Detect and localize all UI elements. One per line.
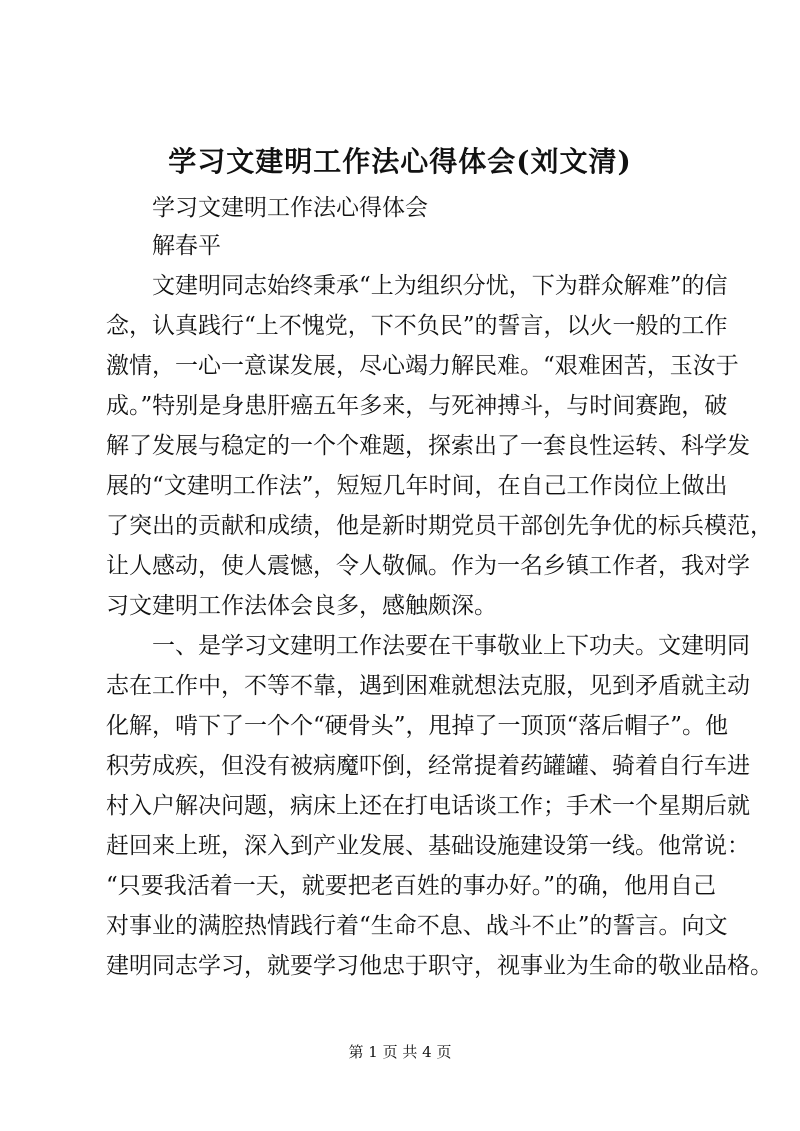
paragraph-line: 一、是学习文建明工作法要在干事敬业上下功夫。文建明同 — [152, 633, 750, 659]
paragraph-line: 激情，一心一意谋发展，尽心竭力解民难。“艰难困苦，玉汝于 — [106, 353, 739, 379]
paragraph-line: 积劳成疾，但没有被病魔吓倒，经常提着药罐罐、骑着自行车进 — [106, 753, 750, 779]
author-name: 解春平 — [152, 233, 221, 259]
paragraph-line: 解了发展与稳定的一个个难题，探索出了一套良性运转、科学发 — [106, 433, 750, 459]
document-title: 学习文建明工作法心得体会(刘文清) — [168, 145, 632, 178]
paragraph-line: 成。”特别是身患肝癌五年多来，与死神搏斗，与时间赛跑，破 — [106, 393, 728, 419]
paragraph-line: 志在工作中，不等不靠，遇到困难就想法克服，见到矛盾就主动 — [106, 673, 750, 699]
document-subtitle: 学习文建明工作法心得体会 — [152, 195, 428, 221]
paragraph-line: “只要我活着一天，就要把老百姓的事办好。”的确，他用自己 — [106, 873, 717, 899]
paragraph-line: 让人感动，使人震憾，令人敬佩。作为一名乡镇工作者，我对学 — [106, 553, 750, 579]
paragraph-line: 文建明同志始终秉承“上为组织分忧，下为群众解难”的信 — [152, 273, 728, 299]
paragraph-line: 村入户解决问题，病床上还在打电话谈工作；手术一个星期后就 — [106, 793, 750, 819]
paragraph-line: 对事业的满腔热情践行着“生命不息、战斗不止”的誓言。向文 — [106, 913, 728, 939]
paragraph-line: 赶回来上班，深入到产业发展、基础设施建设第一线。他常说： — [106, 833, 750, 859]
paragraph-line: 念，认真践行“上不愧党，下不负民”的誓言，以火一般的工作 — [106, 313, 728, 339]
page-number-footer: 第 1 页 共 4 页 — [348, 1043, 452, 1061]
paragraph-line: 展的“文建明工作法”，短短几年时间，在自己工作岗位上做出 — [106, 473, 728, 499]
paragraph-line: 化解，啃下了一个个“硬骨头”，甩掉了一顶顶“落后帽子”。他 — [106, 713, 729, 739]
paragraph-line: 建明同志学习，就要学习他忠于职守，视事业为生命的敬业品格。 — [106, 953, 773, 979]
paragraph-line: 习文建明工作法体会良多，感触颇深。 — [106, 593, 497, 619]
paragraph-line: 了突出的贡献和成绩，他是新时期党员干部创先争优的标兵模范， — [106, 513, 773, 539]
